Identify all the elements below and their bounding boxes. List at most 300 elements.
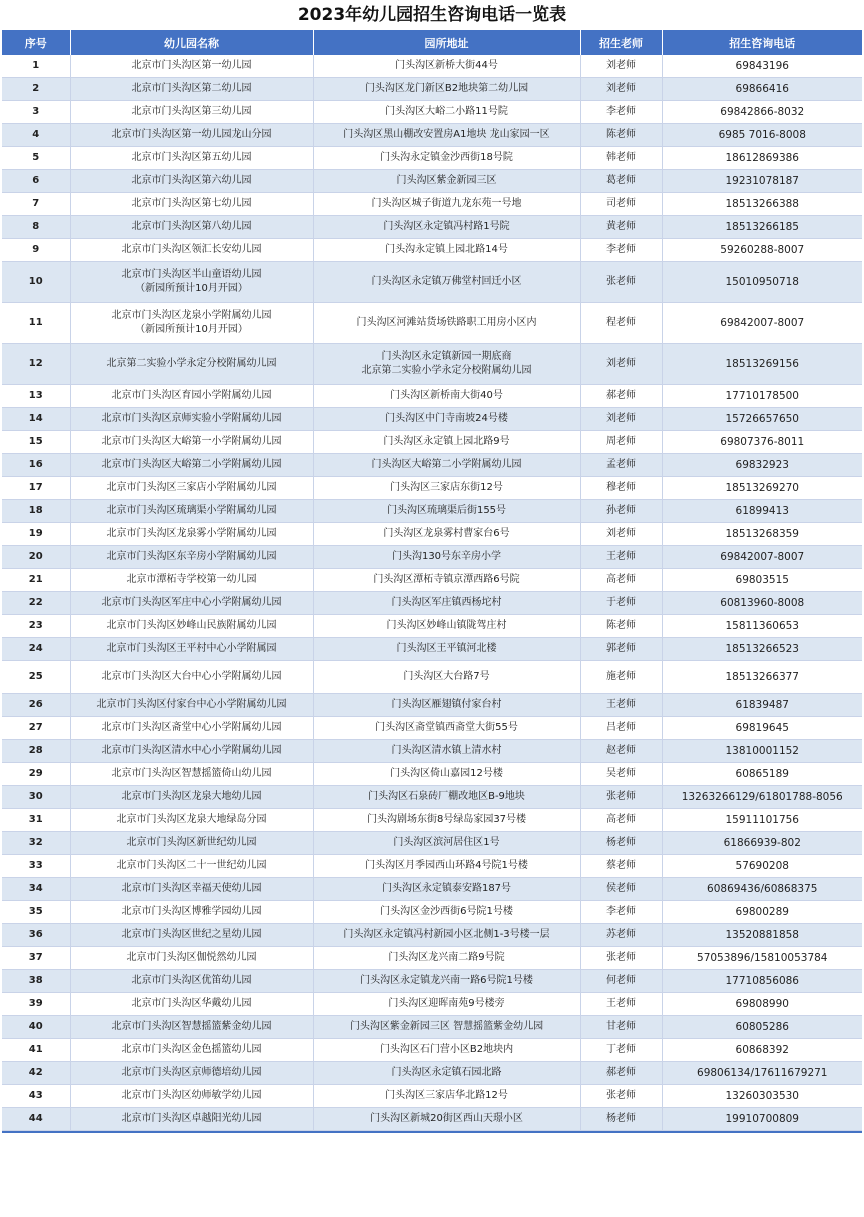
cell-name bbox=[70, 1062, 313, 1085]
cell-name-text: 北京市门头沟区二十一世纪幼儿园 bbox=[116, 860, 267, 871]
cell-teacher-text: 葛老师 bbox=[606, 175, 636, 186]
table-row bbox=[2, 592, 862, 615]
cell-teacher bbox=[580, 1085, 662, 1108]
table-row bbox=[2, 303, 862, 344]
cell-teacher-text: 韩老师 bbox=[606, 152, 636, 163]
cell-address-text: 门头沟区龙兴南二路9号院 bbox=[388, 952, 505, 963]
cell-phone bbox=[662, 740, 862, 763]
cell-no bbox=[2, 569, 70, 592]
cell-teacher-text: 王老师 bbox=[606, 551, 636, 562]
cell-address bbox=[313, 303, 580, 344]
cell-phone-text: 13260303530 bbox=[725, 1090, 799, 1102]
cell-no-text: 24 bbox=[28, 643, 43, 654]
cell-teacher-text: 刘老师 bbox=[606, 528, 636, 539]
cell-teacher bbox=[580, 216, 662, 239]
table-row bbox=[2, 408, 862, 431]
cell-name bbox=[70, 408, 313, 431]
cell-teacher-text: 李老师 bbox=[606, 906, 636, 917]
cell-address-text: 门头沟区石门营小区B2地块内 bbox=[379, 1044, 514, 1055]
cell-address-text: 门头沟区新桥大街44号 bbox=[395, 60, 498, 71]
cell-no-text: 34 bbox=[28, 883, 43, 894]
table-row bbox=[2, 786, 862, 809]
cell-teacher-text: 司老师 bbox=[606, 198, 636, 209]
cell-teacher-text: 程老师 bbox=[606, 317, 636, 328]
cell-teacher-text: 施老师 bbox=[606, 671, 636, 682]
header-address: 园所地址 bbox=[313, 30, 580, 55]
cell-no bbox=[2, 546, 70, 569]
cell-no-text: 9 bbox=[32, 244, 40, 255]
cell-no bbox=[2, 262, 70, 303]
cell-address bbox=[313, 809, 580, 832]
cell-teacher-text: 王老师 bbox=[606, 699, 636, 710]
cell-name-text: 北京市门头沟区优笛幼儿园 bbox=[131, 975, 252, 986]
cell-address bbox=[313, 855, 580, 878]
cell-phone-text: 15010950718 bbox=[725, 276, 799, 288]
cell-address bbox=[313, 763, 580, 786]
cell-phone bbox=[662, 101, 862, 124]
cell-phone-text: 61839487 bbox=[735, 699, 789, 711]
cell-phone-text: 13263266129/61801788-8056 bbox=[681, 791, 843, 803]
cell-name-text: 北京市门头沟区大峪第一小学附属幼儿园 bbox=[101, 436, 282, 447]
cell-name-text: 北京市门头沟区第六幼儿园 bbox=[131, 175, 252, 186]
cell-no bbox=[2, 344, 70, 385]
cell-phone bbox=[662, 1016, 862, 1039]
cell-name-text: 北京市门头沟区龙泉小学附属幼儿园 bbox=[111, 310, 272, 321]
cell-address bbox=[313, 694, 580, 717]
cell-teacher-text: 杨老师 bbox=[606, 1113, 636, 1124]
cell-phone bbox=[662, 408, 862, 431]
cell-teacher-text: 郝老师 bbox=[606, 390, 636, 401]
cell-teacher bbox=[580, 832, 662, 855]
cell-teacher-text: 侯老师 bbox=[606, 883, 636, 894]
cell-name-text: 北京市门头沟区清水中心小学附属幼儿园 bbox=[101, 745, 282, 756]
cell-teacher-text: 张老师 bbox=[606, 791, 636, 802]
cell-address-text: 门头沟区潭柘寺镇京潭西路6号院 bbox=[373, 574, 520, 585]
cell-phone bbox=[662, 615, 862, 638]
cell-teacher bbox=[580, 408, 662, 431]
cell-name bbox=[70, 638, 313, 661]
cell-phone-text: 69842007-8007 bbox=[720, 551, 805, 563]
cell-no bbox=[2, 385, 70, 408]
cell-address bbox=[313, 569, 580, 592]
cell-teacher bbox=[580, 694, 662, 717]
cell-teacher bbox=[580, 717, 662, 740]
cell-name bbox=[70, 661, 313, 694]
cell-no bbox=[2, 786, 70, 809]
cell-no bbox=[2, 855, 70, 878]
cell-address-text: 门头沟区三家店华北路12号 bbox=[385, 1090, 508, 1101]
table-row bbox=[2, 694, 862, 717]
cell-phone bbox=[662, 855, 862, 878]
cell-phone-text: 17710856086 bbox=[725, 975, 799, 987]
cell-no bbox=[2, 55, 70, 78]
cell-address bbox=[313, 454, 580, 477]
cell-teacher-text: 穆老师 bbox=[606, 482, 636, 493]
cell-no bbox=[2, 661, 70, 694]
cell-teacher bbox=[580, 740, 662, 763]
cell-phone-text: 15911101756 bbox=[725, 814, 799, 826]
cell-address bbox=[313, 147, 580, 170]
cell-address-text: 门头沟区河滩站货场铁路职工用房小区内 bbox=[356, 317, 537, 328]
cell-no bbox=[2, 763, 70, 786]
cell-no bbox=[2, 500, 70, 523]
table-row bbox=[2, 569, 862, 592]
cell-teacher bbox=[580, 1108, 662, 1131]
cell-teacher bbox=[580, 947, 662, 970]
cell-phone-text: 13520881858 bbox=[725, 929, 799, 941]
cell-phone bbox=[662, 592, 862, 615]
enrollment-table bbox=[2, 30, 862, 1131]
cell-phone bbox=[662, 262, 862, 303]
cell-teacher bbox=[580, 344, 662, 385]
cell-name bbox=[70, 500, 313, 523]
cell-no-text: 41 bbox=[28, 1044, 43, 1055]
table-row bbox=[2, 901, 862, 924]
table-row bbox=[2, 101, 862, 124]
cell-no-text: 13 bbox=[28, 390, 43, 401]
cell-phone bbox=[662, 1085, 862, 1108]
cell-name bbox=[70, 1039, 313, 1062]
cell-name bbox=[70, 344, 313, 385]
cell-phone bbox=[662, 193, 862, 216]
cell-address bbox=[313, 592, 580, 615]
cell-no-text: 28 bbox=[28, 745, 43, 756]
cell-no-text: 21 bbox=[28, 574, 43, 585]
cell-name-text: 北京市门头沟区京师实验小学附属幼儿园 bbox=[101, 413, 282, 424]
cell-address bbox=[313, 717, 580, 740]
cell-no-text: 17 bbox=[28, 482, 43, 493]
table-row bbox=[2, 55, 862, 78]
table-row bbox=[2, 1016, 862, 1039]
cell-address bbox=[313, 924, 580, 947]
cell-teacher bbox=[580, 303, 662, 344]
table-row bbox=[2, 216, 862, 239]
cell-teacher bbox=[580, 638, 662, 661]
cell-name bbox=[70, 1085, 313, 1108]
cell-teacher bbox=[580, 970, 662, 993]
cell-teacher bbox=[580, 786, 662, 809]
cell-teacher bbox=[580, 1062, 662, 1085]
cell-address-text: 门头沟区大台路7号 bbox=[403, 671, 490, 682]
header-no: 序号 bbox=[2, 30, 70, 55]
cell-phone-text: 60813960-8008 bbox=[720, 597, 805, 609]
cell-phone bbox=[662, 970, 862, 993]
table-row bbox=[2, 947, 862, 970]
cell-phone bbox=[662, 147, 862, 170]
cell-teacher bbox=[580, 431, 662, 454]
table-header-row bbox=[2, 30, 862, 55]
cell-name-text: 北京市门头沟区金色摇篮幼儿园 bbox=[121, 1044, 262, 1055]
cell-address-text: 门头沟区中门寺南坡24号楼 bbox=[385, 413, 508, 424]
cell-address-text: 门头沟区滨河居住区1号 bbox=[393, 837, 500, 848]
cell-teacher-text: 张老师 bbox=[606, 276, 636, 287]
cell-address-text: 门头沟区王平镇河北楼 bbox=[396, 643, 497, 654]
cell-teacher bbox=[580, 592, 662, 615]
cell-teacher bbox=[580, 170, 662, 193]
cell-teacher-text: 孙老师 bbox=[606, 505, 636, 516]
cell-name-text: 北京市潭柘寺学校第一幼儿园 bbox=[126, 574, 257, 585]
cell-address-text: 门头沟区紫金新园三区 bbox=[396, 175, 497, 186]
cell-phone bbox=[662, 763, 862, 786]
cell-phone bbox=[662, 477, 862, 500]
cell-teacher bbox=[580, 523, 662, 546]
cell-name bbox=[70, 993, 313, 1016]
cell-phone-text: 13810001152 bbox=[725, 745, 799, 757]
cell-teacher-text: 刘老师 bbox=[606, 358, 636, 369]
table-row bbox=[2, 78, 862, 101]
cell-phone bbox=[662, 569, 862, 592]
cell-no-text: 12 bbox=[28, 358, 43, 369]
cell-address-text: 门头沟永定镇上园北路14号 bbox=[385, 244, 508, 255]
cell-name bbox=[70, 1108, 313, 1131]
cell-phone-text: 18513266388 bbox=[725, 198, 799, 210]
cell-phone bbox=[662, 1039, 862, 1062]
cell-address-text: 门头沟区永定镇万佛堂村回迁小区 bbox=[371, 276, 522, 287]
cell-no-text: 2 bbox=[32, 83, 40, 94]
cell-teacher-text: 黄老师 bbox=[606, 221, 636, 232]
cell-address bbox=[313, 385, 580, 408]
cell-phone-text: 59260288-8007 bbox=[720, 244, 805, 256]
cell-phone-text: 19910700809 bbox=[725, 1113, 799, 1125]
cell-name bbox=[70, 592, 313, 615]
cell-phone-text: 69800289 bbox=[735, 906, 789, 918]
cell-no bbox=[2, 1039, 70, 1062]
cell-phone bbox=[662, 809, 862, 832]
table-row bbox=[2, 385, 862, 408]
cell-name-text: 北京市门头沟区智慧摇篮倚山幼儿园 bbox=[111, 768, 272, 779]
cell-address-text: 门头沟区黑山棚改安置房A1地块 龙山家园一区 bbox=[343, 129, 550, 140]
cell-phone-text: 18513266377 bbox=[725, 671, 799, 683]
cell-teacher-text: 陈老师 bbox=[606, 129, 636, 140]
cell-name bbox=[70, 101, 313, 124]
page-title: 2023年幼儿园招生咨询电话一览表 bbox=[297, 5, 567, 25]
cell-teacher bbox=[580, 385, 662, 408]
cell-address-text: 门头沟区龙门新区B2地块第二幼儿园 bbox=[364, 83, 529, 94]
cell-phone-text: 17710178500 bbox=[725, 390, 799, 402]
cell-no bbox=[2, 431, 70, 454]
cell-teacher-text: 李老师 bbox=[606, 244, 636, 255]
cell-name-text: （新园所预计10月开园） bbox=[135, 324, 248, 335]
cell-phone-text: 18612869386 bbox=[725, 152, 799, 164]
cell-teacher bbox=[580, 569, 662, 592]
cell-no bbox=[2, 638, 70, 661]
cell-teacher bbox=[580, 809, 662, 832]
table-row bbox=[2, 193, 862, 216]
cell-phone bbox=[662, 385, 862, 408]
cell-name bbox=[70, 832, 313, 855]
cell-no bbox=[2, 101, 70, 124]
cell-no bbox=[2, 454, 70, 477]
table-row bbox=[2, 855, 862, 878]
cell-name-text: 北京市门头沟区龙泉大地绿岛分园 bbox=[116, 814, 267, 825]
cell-teacher-text: 高老师 bbox=[606, 814, 636, 825]
cell-teacher-text: 甘老师 bbox=[606, 1021, 636, 1032]
cell-teacher-text: 周老师 bbox=[606, 436, 636, 447]
cell-teacher bbox=[580, 901, 662, 924]
cell-name bbox=[70, 385, 313, 408]
cell-no bbox=[2, 124, 70, 147]
cell-no-text: 32 bbox=[28, 837, 43, 848]
table-row bbox=[2, 170, 862, 193]
cell-no-text: 33 bbox=[28, 860, 43, 871]
cell-address-text: 门头沟区雁翅镇付家台村 bbox=[391, 699, 502, 710]
table-row bbox=[2, 717, 862, 740]
cell-phone bbox=[662, 124, 862, 147]
cell-name bbox=[70, 786, 313, 809]
cell-address-text: 门头沟区迎晖南苑9号楼旁 bbox=[388, 998, 505, 1009]
cell-address bbox=[313, 523, 580, 546]
cell-no bbox=[2, 878, 70, 901]
cell-address-text: 门头沟区永定镇石园北路 bbox=[391, 1067, 502, 1078]
cell-no-text: 36 bbox=[28, 929, 43, 940]
cell-name-text: 北京市门头沟区京师德培幼儿园 bbox=[121, 1067, 262, 1078]
cell-name bbox=[70, 901, 313, 924]
table-row bbox=[2, 970, 862, 993]
cell-teacher-text: 吴老师 bbox=[606, 768, 636, 779]
cell-phone-text: 18513266523 bbox=[725, 643, 799, 655]
cell-teacher-text: 刘老师 bbox=[606, 60, 636, 71]
cell-name bbox=[70, 124, 313, 147]
cell-phone-text: 57053896/15810053784 bbox=[697, 952, 828, 964]
cell-address-text: 门头沟区石泉砖厂棚改地区B-9地块 bbox=[368, 791, 525, 802]
cell-teacher-text: 赵老师 bbox=[606, 745, 636, 756]
cell-no bbox=[2, 303, 70, 344]
cell-name bbox=[70, 763, 313, 786]
cell-name bbox=[70, 216, 313, 239]
cell-address-text: 门头沟区永定镇冯村路1号院 bbox=[383, 221, 510, 232]
cell-name bbox=[70, 477, 313, 500]
cell-phone-text: 69803515 bbox=[735, 574, 789, 586]
cell-teacher bbox=[580, 1039, 662, 1062]
cell-name-text: 北京市门头沟区第五幼儿园 bbox=[131, 152, 252, 163]
cell-name-text: 北京市门头沟区琉璃渠小学附属幼儿园 bbox=[106, 505, 277, 516]
cell-phone-text: 69842007-8007 bbox=[720, 317, 805, 329]
cell-phone bbox=[662, 924, 862, 947]
cell-address bbox=[313, 546, 580, 569]
cell-no-text: 37 bbox=[28, 952, 43, 963]
cell-name-text: 北京市门头沟区博雅学园幼儿园 bbox=[121, 906, 262, 917]
table-row bbox=[2, 523, 862, 546]
cell-no bbox=[2, 1108, 70, 1131]
cell-address bbox=[313, 431, 580, 454]
cell-address bbox=[313, 970, 580, 993]
cell-phone-text: 18513269156 bbox=[725, 358, 799, 370]
cell-name-text: （新园所预计10月开园） bbox=[135, 283, 248, 294]
cell-no-text: 27 bbox=[28, 722, 43, 733]
cell-no-text: 30 bbox=[28, 791, 43, 802]
table-row bbox=[2, 763, 862, 786]
cell-name-text: 北京市门头沟区华戴幼儿园 bbox=[131, 998, 252, 1009]
cell-teacher bbox=[580, 147, 662, 170]
cell-teacher bbox=[580, 855, 662, 878]
cell-teacher-text: 郭老师 bbox=[606, 643, 636, 654]
cell-address bbox=[313, 55, 580, 78]
cell-address-text: 门头沟区新桥南大街40号 bbox=[390, 390, 503, 401]
cell-no bbox=[2, 239, 70, 262]
table-body bbox=[2, 55, 862, 1131]
cell-phone bbox=[662, 78, 862, 101]
cell-phone bbox=[662, 1062, 862, 1085]
cell-address bbox=[313, 262, 580, 303]
cell-teacher-text: 郝老师 bbox=[606, 1067, 636, 1078]
cell-address-text: 门头沟区三家店东街12号 bbox=[390, 482, 503, 493]
cell-name-text: 北京市门头沟区育园小学附属幼儿园 bbox=[111, 390, 272, 401]
cell-phone-text: 69819645 bbox=[735, 722, 789, 734]
table-row bbox=[2, 546, 862, 569]
cell-no bbox=[2, 147, 70, 170]
header-name: 幼儿园名称 bbox=[70, 30, 313, 55]
cell-address-text: 门头沟区倚山嘉园12号楼 bbox=[390, 768, 503, 779]
cell-teacher-text: 何老师 bbox=[606, 975, 636, 986]
cell-name-text: 北京市门头沟区新世纪幼儿园 bbox=[126, 837, 257, 848]
table-row bbox=[2, 124, 862, 147]
cell-name-text: 北京市门头沟区第三幼儿园 bbox=[131, 106, 252, 117]
cell-name-text: 北京市门头沟区伽悦然幼儿园 bbox=[126, 952, 257, 963]
cell-name-text: 北京市门头沟区东辛房小学附属幼儿园 bbox=[106, 551, 277, 562]
cell-phone bbox=[662, 344, 862, 385]
cell-teacher-text: 刘老师 bbox=[606, 83, 636, 94]
cell-no bbox=[2, 924, 70, 947]
table-row bbox=[2, 1085, 862, 1108]
cell-name-text: 北京市门头沟区第一幼儿园龙山分园 bbox=[111, 129, 272, 140]
cell-name bbox=[70, 193, 313, 216]
cell-address bbox=[313, 408, 580, 431]
cell-name bbox=[70, 569, 313, 592]
cell-name-text: 北京市门头沟区王平村中心小学附属园 bbox=[106, 643, 277, 654]
table-row bbox=[2, 638, 862, 661]
cell-teacher bbox=[580, 239, 662, 262]
cell-no-text: 19 bbox=[28, 528, 43, 539]
cell-address-text: 门头沟区琉璃渠后街155号 bbox=[386, 505, 507, 516]
cell-name-text: 北京市门头沟区幸福天使幼儿园 bbox=[121, 883, 262, 894]
cell-phone-text: 60865189 bbox=[735, 768, 789, 780]
cell-phone bbox=[662, 546, 862, 569]
cell-name bbox=[70, 740, 313, 763]
table-row bbox=[2, 661, 862, 694]
cell-phone-text: 69866416 bbox=[735, 83, 789, 95]
cell-no bbox=[2, 1062, 70, 1085]
cell-teacher-text: 蔡老师 bbox=[606, 860, 636, 871]
cell-name bbox=[70, 55, 313, 78]
cell-phone bbox=[662, 878, 862, 901]
cell-name-text: 北京市门头沟区卓越阳光幼儿园 bbox=[121, 1113, 262, 1124]
cell-name bbox=[70, 239, 313, 262]
cell-phone-text: 18513266185 bbox=[725, 221, 799, 233]
cell-address-text: 门头沟永定镇金沙西街18号院 bbox=[380, 152, 513, 163]
table-row bbox=[2, 1108, 862, 1131]
cell-no bbox=[2, 477, 70, 500]
cell-teacher bbox=[580, 454, 662, 477]
cell-teacher bbox=[580, 878, 662, 901]
cell-teacher bbox=[580, 193, 662, 216]
cell-phone-text: 61866939-802 bbox=[723, 837, 801, 849]
table-row bbox=[2, 1039, 862, 1062]
cell-address bbox=[313, 638, 580, 661]
cell-teacher bbox=[580, 661, 662, 694]
cell-name-text: 北京市门头沟区第八幼儿园 bbox=[131, 221, 252, 232]
cell-name-text: 北京市门头沟区龙泉大地幼儿园 bbox=[121, 791, 262, 802]
cell-no-text: 23 bbox=[28, 620, 43, 631]
cell-teacher-text: 吕老师 bbox=[606, 722, 636, 733]
table-row bbox=[2, 454, 862, 477]
cell-address bbox=[313, 170, 580, 193]
cell-address bbox=[313, 1062, 580, 1085]
cell-address-text: 门头沟区大峪二小路11号院 bbox=[385, 106, 508, 117]
cell-address bbox=[313, 239, 580, 262]
cell-no-text: 11 bbox=[28, 317, 43, 328]
cell-name bbox=[70, 454, 313, 477]
cell-address-text: 门头沟区永定镇新园一期底商 bbox=[381, 351, 512, 362]
